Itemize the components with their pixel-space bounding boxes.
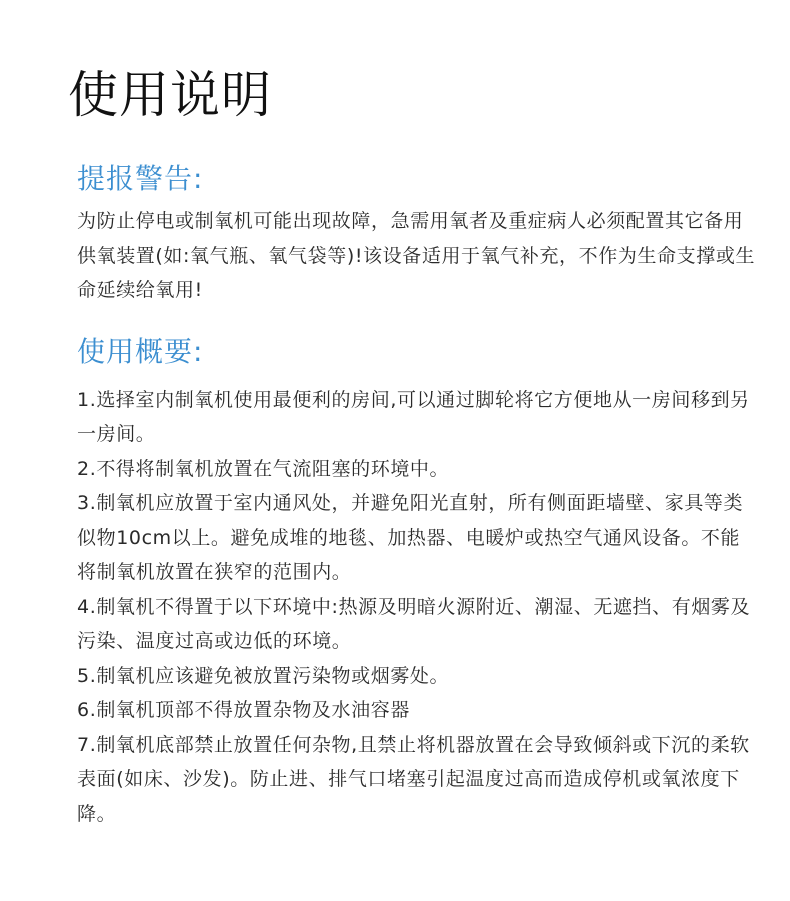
- warning-text: 为防止停电或制氧机可能出现故障，急需用氧者及重症病人必须配置其它备用供氧装置(如:氧气瓶、氧气袋等)!该设备适用于氧气补充，不作为生命支撑或生命延续给氧用!: [77, 210, 756, 301]
- usage-heading: 使用概要:: [77, 334, 204, 368]
- warning-heading: 提报警告:: [77, 162, 204, 195]
- usage-item-6: 6.制氧机顶部不得放置杂物及水油容器: [77, 699, 410, 721]
- usage-item-4: 4.制氧机不得置于以下环境中:热源及明暗火源附近、潮湿、无遮挡、有烟雾及污染、温度过高或边低的环境。: [77, 595, 751, 652]
- usage-item-5: 5.制氧机应该避免被放置污染物或烟雾处。: [77, 664, 450, 687]
- usage-item-1: 1.选择室内制氧机使用最便利的房间,可以通过脚轮将它方便地从一房间移到另一房间。: [77, 388, 750, 445]
- page-title: 使用说明: [68, 66, 272, 124]
- usage-item-3: 3.制氧机应放置于室内通风处，并避免阳光直射，所有侧面距墙壁、家具等类似物10cm以上。避免成堆的地毯、加热器、电暖炉或热空气通风设备。不能将制氧机放置在狭窄的范围内。: [77, 492, 744, 583]
- usage-item-7: 7.制氧机底部禁止放置任何杂物,且禁止将机器放置在会导致倾斜或下沉的柔软表面(如床、沙发)。防止进、排气口堵塞引起温度过高而造成停机或氧浓度下降。: [77, 733, 750, 825]
- usage-item-2: 2.不得将制氧机放置在气流阻塞的环境中。: [77, 457, 450, 480]
- usage-list: [77, 383, 757, 832]
